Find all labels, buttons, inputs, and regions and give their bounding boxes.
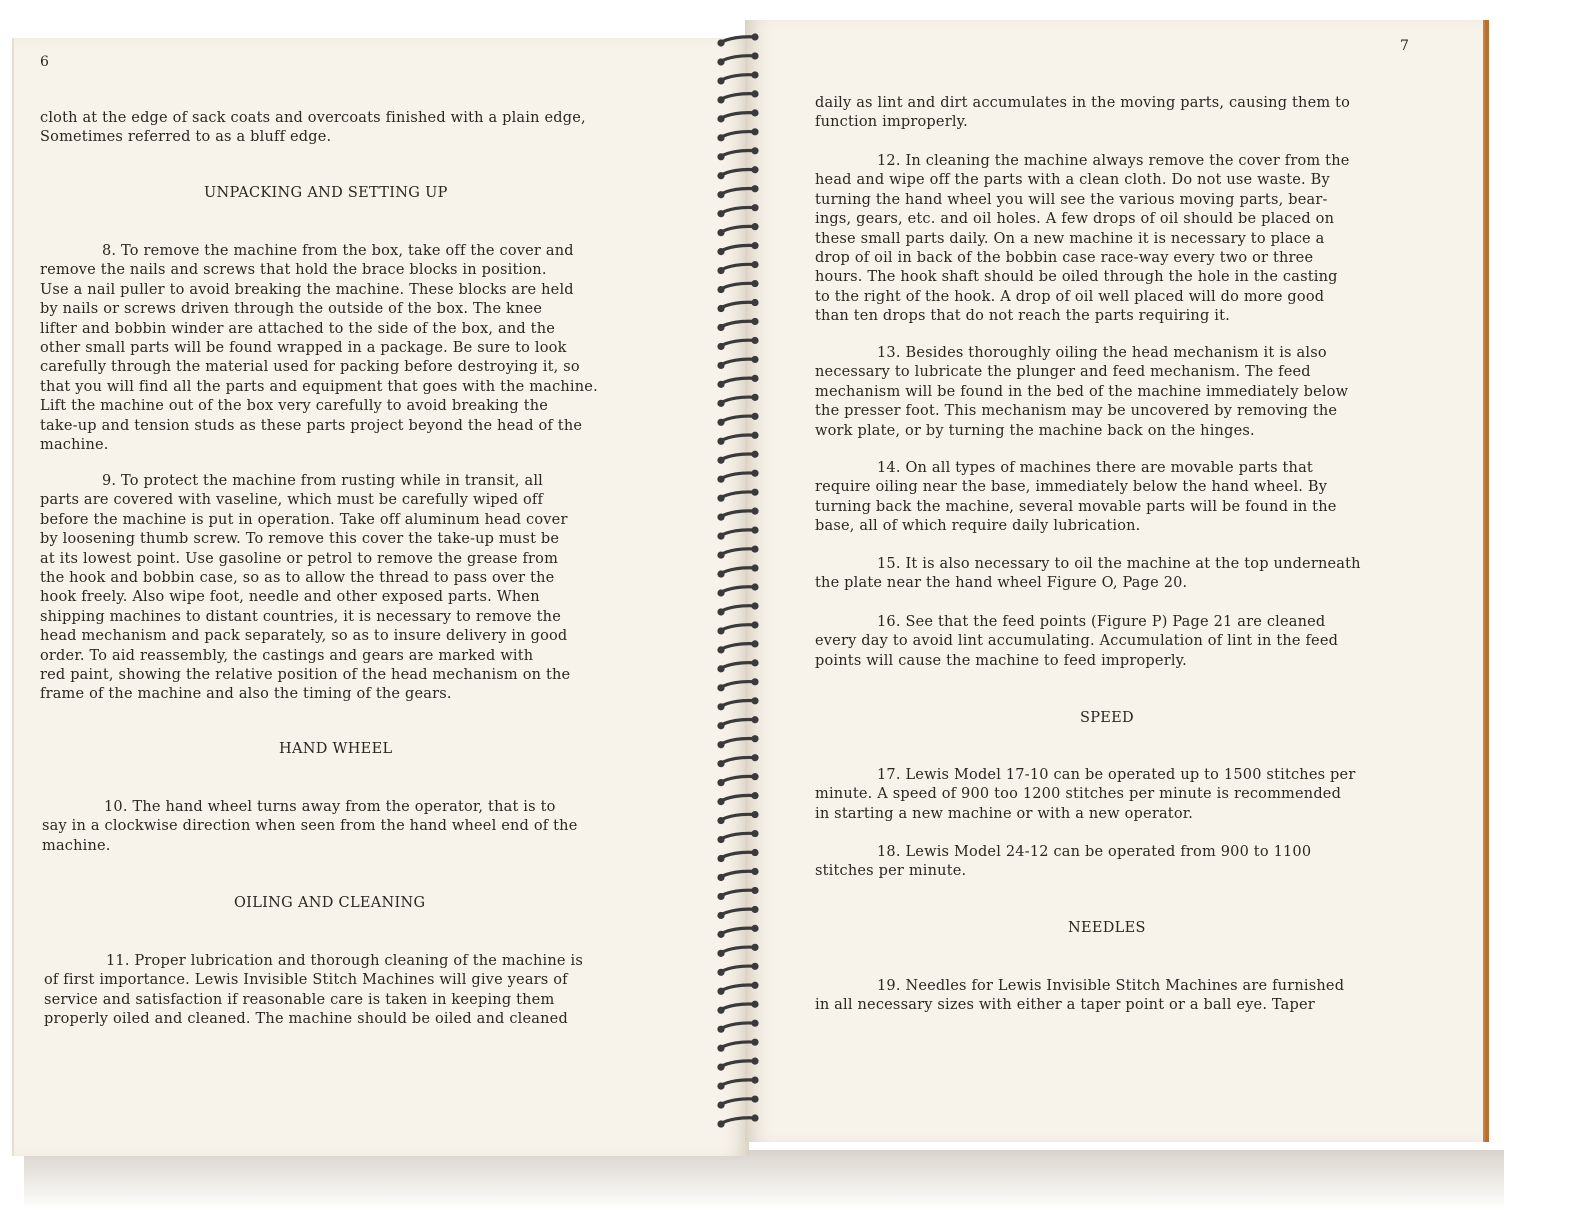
heading-needles: NEEDLES [1068, 920, 1146, 936]
spiral-coil [717, 432, 758, 445]
spiral-binding-icon [716, 28, 762, 1140]
spiral-coil [717, 33, 758, 46]
text-line: that you will find all the parts and equipment that goes with the machine. [40, 378, 598, 395]
text-line: points will cause the machine to feed improperly. [815, 652, 1187, 669]
spiral-coil [717, 1039, 758, 1052]
paragraph-9 [40, 472, 570, 705]
text-line: frame of the machine and also the timing of the gears. [40, 686, 452, 703]
spiral-coil [717, 602, 758, 615]
text-line: hook freely. Also wipe foot, needle and other exposed parts. When [40, 589, 540, 606]
spiral-coil [717, 564, 758, 577]
spiral-coil [717, 109, 758, 122]
spiral-coil [717, 223, 758, 236]
spiral-coil [717, 1001, 758, 1014]
spiral-coil [717, 166, 758, 179]
spiral-coil [717, 1077, 758, 1090]
spiral-coil [717, 1058, 758, 1071]
spiral-coil [717, 318, 758, 331]
spiral-coil [717, 451, 758, 464]
text-line: of first importance. Lewis Invisible Stitch Machines will give years of [44, 972, 568, 989]
paragraph-11 [44, 952, 583, 1030]
spiral-coil [717, 944, 758, 957]
spiral-coil [717, 621, 758, 634]
spiral-coil [717, 489, 758, 502]
text-line: than ten drops that do not reach the parts requiring it. [815, 308, 1230, 325]
text-line: base, all of which require daily lubrication. [815, 518, 1141, 535]
text-line: in all necessary sizes with either a taper point or a ball eye. Taper [815, 997, 1315, 1014]
text-line: carefully through the material used for packing before destroying it, so [40, 359, 580, 376]
text-line: 9. To protect the machine from rusting while in transit, all [102, 473, 543, 489]
spiral-coil [717, 659, 758, 672]
spiral-coil [717, 261, 758, 274]
right-intro-paragraph [815, 94, 1350, 133]
spiral-coil [717, 337, 758, 350]
spiral-coil [717, 545, 758, 558]
paragraph-17 [815, 766, 1355, 824]
text-line: 18. Lewis Model 24-12 can be operated from 900 to 1100 [877, 844, 1312, 860]
left-page [12, 38, 749, 1156]
text-line: properly oiled and cleaned. The machine should be oiled and cleaned [44, 1011, 568, 1028]
text-line: red paint, showing the relative position of the head mechanism on the [40, 667, 571, 684]
spiral-coil [717, 583, 758, 596]
text-line: 17. Lewis Model 17-10 can be operated up to 1500 stitches per [877, 767, 1356, 783]
spiral-coil [717, 830, 758, 843]
text-line: machine. [40, 437, 109, 454]
text-line: require oiling near the base, immediately below the hand wheel. By [815, 479, 1328, 496]
spiral-coil [717, 242, 758, 255]
spiral-coil [717, 716, 758, 729]
text-line: cloth at the edge of sack coats and overcoats finished with a plain edge, [40, 110, 586, 126]
text-line: 11. Proper lubrication and thorough cleaning of the machine is [106, 953, 583, 969]
text-line: other small parts will be found wrapped in a package. Be sure to look [40, 340, 567, 357]
text-line: stitches per minute. [815, 863, 967, 880]
spiral-coil [717, 1020, 758, 1033]
paragraph-13 [815, 344, 1348, 441]
paragraph-8 [40, 242, 598, 455]
heading-speed: SPEED [1080, 710, 1134, 726]
text-line: these small parts daily. On a new machine it is necessary to place a [815, 230, 1325, 247]
spiral-coil [717, 527, 758, 540]
text-line: by nails or screws driven through the outside of the box. The knee [40, 301, 543, 318]
text-line: function improperly. [815, 114, 968, 131]
spiral-coil [717, 394, 758, 407]
text-line: service and satisfaction if reasonable care is taken in keeping them [44, 991, 555, 1008]
text-line: necessary to lubricate the plunger and feed mechanism. The feed [815, 364, 1311, 381]
page-number-left: 6 [40, 54, 49, 70]
text-line: minute. A speed of 900 too 1200 stitches per minute is recommended [815, 786, 1342, 803]
text-line: head mechanism and pack separately, so as to insure delivery in good [40, 628, 568, 645]
left-intro-paragraph [40, 109, 586, 148]
spiral-coil [717, 678, 758, 691]
paragraph-15 [815, 555, 1361, 594]
spiral-coil [717, 375, 758, 388]
spiral-coil [717, 185, 758, 198]
spiral-coil [717, 147, 758, 160]
spiral-coil [717, 470, 758, 483]
heading-unpacking: UNPACKING AND SETTING UP [204, 185, 448, 201]
paragraph-14 [815, 459, 1337, 537]
text-line: 15. It is also necessary to oil the machine at the top underneath [877, 556, 1361, 572]
spiral-coil [717, 849, 758, 862]
paragraph-19 [815, 977, 1344, 1016]
spiral-coil [717, 128, 758, 141]
text-line: before the machine is put in operation. Take off aluminum head cover [40, 511, 568, 528]
text-line: turning the hand wheel you will see the various moving parts, bear- [815, 191, 1328, 208]
text-line: 12. In cleaning the machine always remove the cover from the [877, 153, 1350, 169]
text-line: remove the nails and screws that hold the brace blocks in position. [40, 262, 547, 279]
spiral-coil [717, 963, 758, 976]
text-line: parts are covered with vaseline, which must be carefully wiped off [40, 492, 544, 509]
text-line: hours. The hook shaft should be oiled through the hole in the casting [815, 269, 1338, 286]
spiral-coil [717, 90, 758, 103]
text-line: at its lowest point. Use gasoline or petrol to remove the grease from [40, 550, 559, 567]
text-line: 16. See that the feed points (Figure P) Page 21 are cleaned [877, 614, 1326, 630]
text-line: 8. To remove the machine from the box, take off the cover and [102, 243, 574, 259]
spiral-coil [717, 1114, 758, 1127]
text-line: shipping machines to distant countries, it is necessary to remove the [40, 608, 561, 625]
text-line: the hook and bobbin case, so as to allow the thread to pass over the [40, 570, 555, 587]
spiral-coil [717, 906, 758, 919]
text-line: lifter and bobbin winder are attached to the side of the box, and the [40, 320, 556, 337]
spiral-coil [717, 773, 758, 786]
text-line: drop of oil in back of the bobbin case race-way every two or three [815, 250, 1314, 267]
spiral-coil [717, 71, 758, 84]
heading-hand-wheel: HAND WHEEL [279, 741, 393, 757]
text-line: the plate near the hand wheel Figure O, Page 20. [815, 575, 1188, 592]
heading-oiling-cleaning: OILING AND CLEANING [234, 895, 426, 911]
spiral-coil [717, 811, 758, 824]
spiral-coil [717, 280, 758, 293]
text-line: daily as lint and dirt accumulates in the moving parts, causing them to [815, 95, 1351, 111]
spiral-coil [717, 52, 758, 65]
spiral-coil [717, 697, 758, 710]
spiral-coil [717, 508, 758, 521]
paragraph-16 [815, 613, 1338, 671]
text-line: Lift the machine out of the box very carefully to avoid breaking the [40, 398, 549, 415]
text-line: 13. Besides thoroughly oiling the head mechanism it is also [877, 345, 1327, 361]
spiral-coil [717, 299, 758, 312]
text-line: work plate, or by turning the machine back on the hinges. [815, 422, 1255, 439]
paragraph-18 [815, 843, 1311, 882]
text-line: Use a nail puller to avoid breaking the machine. These blocks are held [40, 281, 574, 298]
spiral-coil [717, 204, 758, 217]
page-shadow [24, 1150, 1504, 1210]
paragraph-10 [42, 798, 578, 856]
text-line: say in a clockwise direction when seen from the hand wheel end of the [42, 818, 578, 835]
spiral-coil [717, 982, 758, 995]
page-number-right: 7 [1400, 38, 1409, 54]
text-line: in starting a new machine or with a new operator. [815, 805, 1194, 822]
text-line: 10. The hand wheel turns away from the operator, that is to [104, 799, 556, 815]
text-line: 14. On all types of machines there are movable parts that [877, 460, 1313, 476]
spiral-coil [717, 754, 758, 767]
spiral-coil [717, 887, 758, 900]
spiral-coil [717, 640, 758, 653]
text-line: the presser foot. This mechanism may be uncovered by removing the [815, 403, 1338, 420]
text-line: by loosening thumb screw. To remove this cover the take-up must be [40, 531, 560, 548]
spiral-coil [717, 356, 758, 369]
text-line: turning back the machine, several movable parts will be found in the [815, 498, 1337, 515]
text-line: ings, gears, etc. and oil holes. A few drops of oil should be placed on [815, 211, 1335, 228]
text-line: order. To aid reassembly, the castings and gears are marked with [40, 647, 534, 664]
spiral-coil [717, 735, 758, 748]
spiral-coil [717, 413, 758, 426]
text-line: mechanism will be found in the bed of the machine immediately below [815, 383, 1349, 400]
paragraph-12 [815, 152, 1350, 327]
spiral-coil [717, 1095, 758, 1108]
text-line: head and wipe off the parts with a clean cloth. Do not use waste. By [815, 172, 1330, 189]
text-line: machine. [42, 837, 111, 854]
text-line: to the right of the hook. A drop of oil well placed will do more good [815, 288, 1325, 305]
spiral-coil [717, 792, 758, 805]
spiral-coil [717, 925, 758, 938]
right-page [745, 20, 1489, 1142]
text-line: every day to avoid lint accumulating. Accumulation of lint in the feed [815, 633, 1339, 650]
text-line: Sometimes referred to as a bluff edge. [40, 129, 332, 146]
text-line: 19. Needles for Lewis Invisible Stitch Machines are furnished [877, 978, 1345, 994]
spiral-coil [717, 868, 758, 881]
text-line: take-up and tension studs as these parts project beyond the head of the [40, 417, 583, 434]
